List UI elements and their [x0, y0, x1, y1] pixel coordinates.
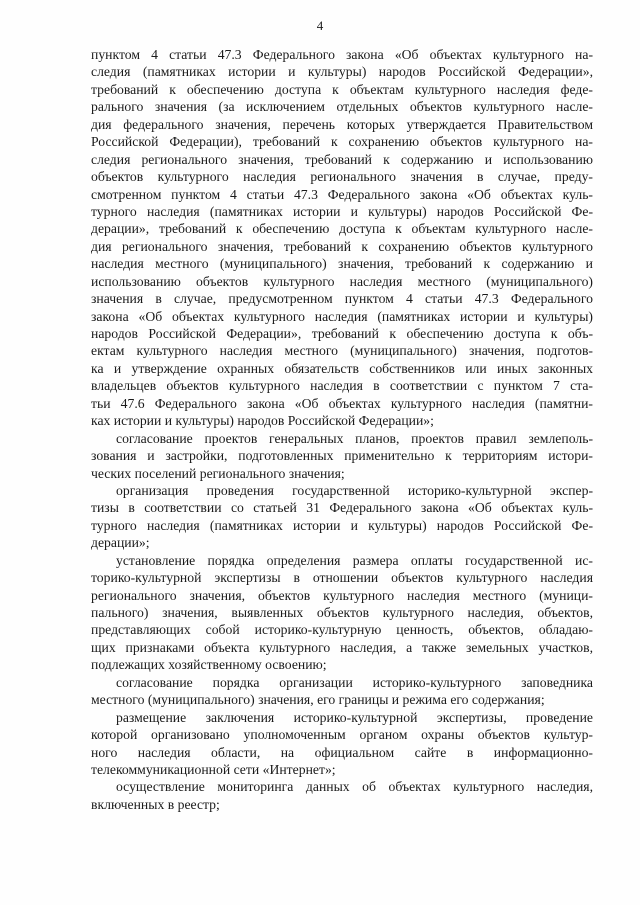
text-line: следия (памятниках истории и культуры) народов Российской Федерации», [91, 64, 593, 80]
text-line: дия федерального значения, перечень которых утверждается Правительством [91, 116, 593, 132]
text-line: ках истории и культуры) народов Российской Федерации»; [91, 413, 434, 429]
paragraph-publication [91, 709, 593, 779]
paragraph-reserve-organization [91, 674, 593, 709]
text-line: дерации»; [91, 535, 150, 551]
text-line: турного наследия (памятниках истории и культуры) народов Российской Фе- [91, 203, 593, 219]
text-line: дерации», требований к обеспечению доступа к объектам культурного насле- [91, 221, 593, 237]
text-line: владельцев объектов культурного наследия в соответствии с пунктом 7 ста- [91, 378, 593, 394]
text-line: телекоммуникационной сети «Интернет»; [91, 761, 336, 777]
text-line: использованию объектов культурного наследия местного (муниципального) [91, 273, 593, 289]
text-line: ка и утверждение охранных обязательств собственников или иных законных [91, 360, 593, 376]
text-line: установление порядка определения размера оплаты государственной ис- [116, 552, 593, 568]
text-line: тизы в соответствии со статьей 31 Федерального закона «Об объектах куль- [91, 500, 593, 516]
text-line: регионального значения, объектов культурного наследия местного (муници- [91, 587, 593, 603]
text-line: тьи 47.6 Федерального закона «Об объектах культурного наследия (памятни- [91, 395, 593, 411]
text-line: ектам культурного наследия местного (муниципального) значения, подготов- [91, 343, 593, 359]
text-line: согласование порядка организации историко-культурного заповедника [116, 674, 593, 690]
text-line: пального) значения, выявленных объектов культурного наследия, объектов, [91, 605, 593, 620]
text-line: значения в случае, предусмотренном пунктом 4 статьи 47.3 Федерального [91, 291, 593, 307]
text-line: местного (муниципального) значения, его границы и режима его содержания; [91, 692, 545, 708]
document-body [91, 46, 593, 813]
text-line: согласование проектов генеральных планов, проектов правил землеполь- [116, 430, 593, 446]
paragraph-master-plans [91, 430, 593, 482]
text-line: следия регионального значения, требований к содержанию и использованию [91, 151, 593, 167]
text-line: организация проведения государственной историко-культурной экспер- [116, 482, 593, 498]
text-line: рального значения (за исключением отдельных объектов культурного насле- [91, 99, 593, 115]
page-number: 4 [316, 18, 324, 33]
text-line: подлежащих хозяйственному освоению; [91, 657, 327, 673]
text-line: закона «Об объектах культурного наследия (памятниках истории и культуры) [91, 308, 593, 324]
text-line: турного наследия (памятниках истории и культуры) народов Российской Фе- [91, 517, 593, 533]
text-line: смотренном пунктом 4 статьи 47.3 Федерального закона «Об объектах куль- [91, 186, 593, 202]
text-line: щих признаками объекта культурного наследия, а также земельных участков, [91, 639, 593, 655]
text-line: дия регионального значения, требований к сохранению объектов культурного [91, 238, 593, 254]
text-line: которой организовано уполномоченным органом охраны объектов культур- [91, 727, 593, 743]
text-line: осуществление мониторинга данных об объектах культурного наследия, [116, 779, 593, 795]
text-line: ного наследия области, на официальном сайте в информационно- [91, 744, 593, 760]
text-line: народов Российской Федерации», требований к обеспечению доступа к объ- [91, 326, 593, 341]
paragraph-payment-order [91, 552, 593, 674]
text-line: Российской Федерации), требований к сохранению объектов культурного на- [91, 134, 593, 150]
text-line: включенных в реестр; [91, 796, 220, 812]
text-line: торико-культурной экспертизы в отношении объектов культурного наследия [91, 570, 593, 586]
text-line: зования и застройки, подготовленных применительно к территориям истори- [91, 448, 593, 464]
text-line: ческих поселений регионального значения; [91, 465, 345, 481]
paragraph-expertise-organization [91, 482, 593, 552]
paragraph-monitoring [91, 778, 593, 813]
text-line: представляющих собой историко-культурную ценность, объектов, обладаю- [91, 622, 593, 638]
text-line: объектов культурного наследия регионального значения в случае, преду- [91, 169, 593, 185]
text-line: требований к обеспечению доступа к объектам культурного наследия феде- [91, 81, 593, 97]
paragraph-1-continuation [91, 46, 593, 430]
text-line: наследия местного (муниципального) значения, требований к содержанию и [91, 256, 593, 272]
text-line: размещение заключения историко-культурной экспертизы, проведение [116, 709, 593, 725]
text-line: пунктом 4 статьи 47.3 Федерального закона «Об объектах культурного на- [91, 47, 593, 62]
